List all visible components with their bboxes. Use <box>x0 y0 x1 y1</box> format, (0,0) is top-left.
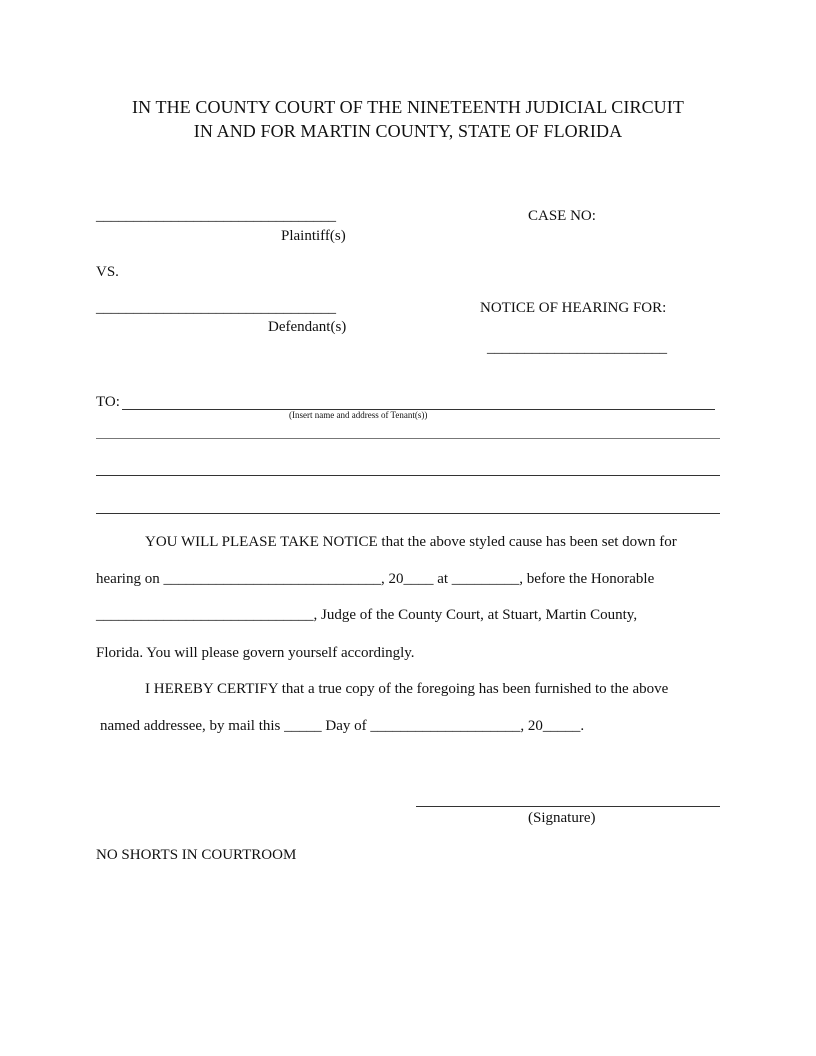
to-label: TO: <box>96 394 120 410</box>
certificate-paragraph-line-1: I HEREBY CERTIFY that a true copy of the foregoing has been furnished to the above <box>145 681 669 697</box>
case-number-label: CASE NO: <box>528 208 596 224</box>
court-title-line-1: IN THE COUNTY COURT OF THE NINETEENTH JUDICIAL CIRCUIT <box>132 97 684 117</box>
defendant-label: Defendant(s) <box>268 319 347 335</box>
courtroom-dress-note: NO SHORTS IN COURTROOM <box>96 847 297 863</box>
signature-label: (Signature) <box>528 810 596 826</box>
notice-paragraph-line-2: hearing on _____________________________, 20____ at _________, before the Honorable <box>96 571 655 587</box>
signature-line[interactable] <box>416 806 720 807</box>
tenant-address-line-3[interactable] <box>96 513 720 514</box>
plaintiff-name-blank[interactable]: ________________________________ <box>96 208 336 224</box>
notice-of-hearing-label: NOTICE OF HEARING FOR: <box>480 300 667 316</box>
tenant-address-line-1[interactable] <box>96 438 720 439</box>
tenant-insert-hint: (Insert name and address of Tenant(s)) <box>289 410 428 420</box>
tenant-address-line-2[interactable] <box>96 475 720 476</box>
versus-label: VS. <box>96 264 119 280</box>
notice-paragraph-line-1: YOU WILL PLEASE TAKE NOTICE that the above styled cause has been set down for <box>145 534 677 550</box>
notice-of-hearing-blank[interactable]: ________________________ <box>487 340 667 356</box>
defendant-name-blank[interactable]: ________________________________ <box>96 300 336 316</box>
notice-paragraph-line-3: _____________________________, Judge of the County Court, at Stuart, Martin County, <box>96 607 638 623</box>
court-title-line-2: IN AND FOR MARTIN COUNTY, STATE OF FLORIDA <box>193 121 623 141</box>
certificate-paragraph-line-2: named addressee, by mail this _____ Day of ____________________, 20_____. <box>100 718 585 734</box>
notice-paragraph-line-4: Florida. You will please govern yourself accordingly. <box>96 645 415 661</box>
plaintiff-label: Plaintiff(s) <box>281 228 346 244</box>
